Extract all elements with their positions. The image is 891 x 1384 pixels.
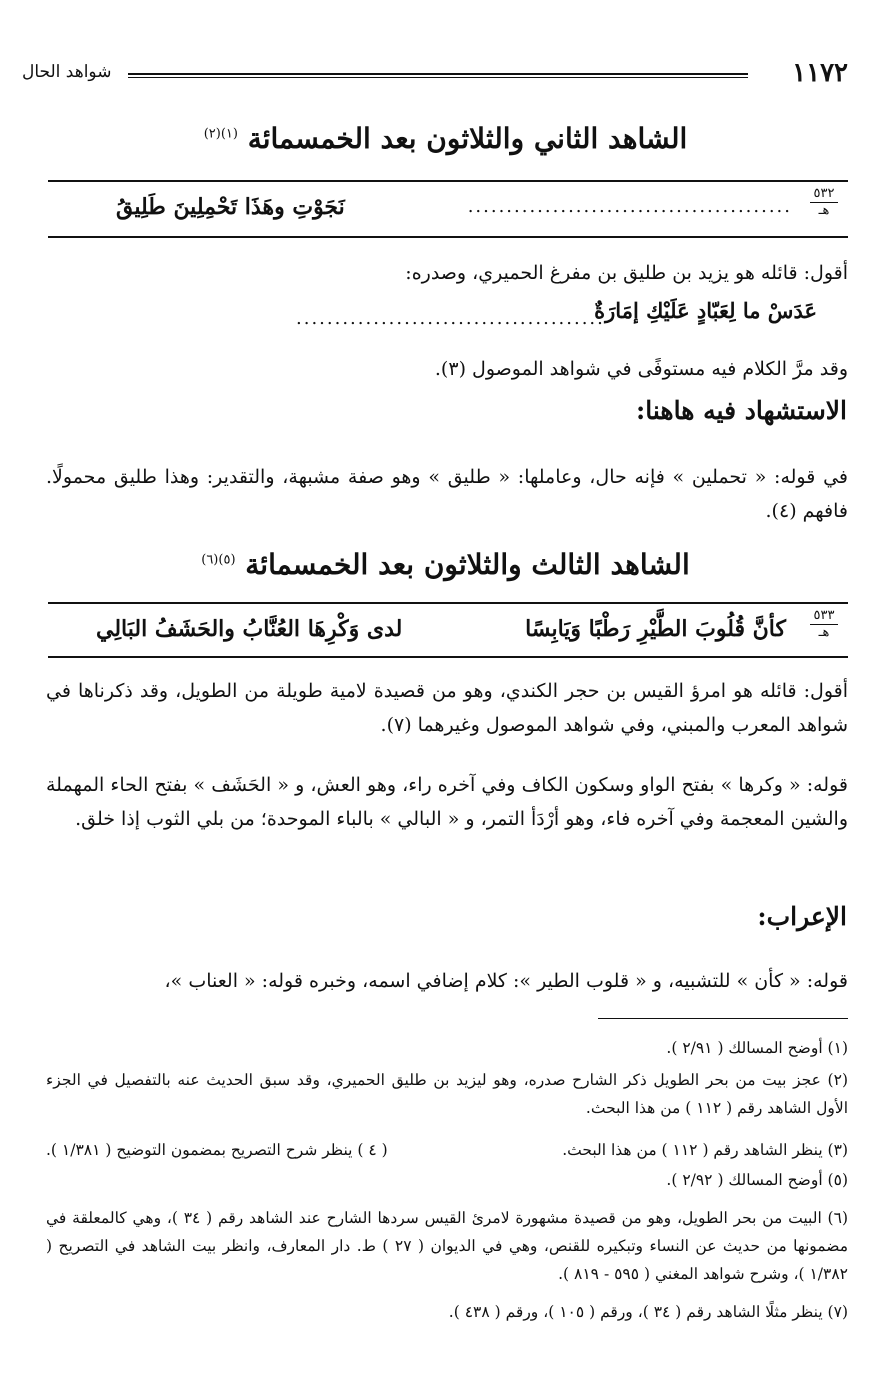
header-rule (128, 73, 748, 78)
footnote-2: (٢) عجز بيت من بحر الطويل ذكر الشارح صدره، وهو ليزيد بن طليق الحميري، وقد سبق الحديث عنه بالتفصيل في الجزء الأول الشاهد رقم ( ١١٢ ) من هذا البحث. (46, 1071, 848, 1117)
section-title: شواهد الحال (22, 62, 112, 82)
verse-hemistich: نَجَوْتِ وهَذَا تَحْمِلِينَ طَلِيقُ (116, 194, 345, 220)
verse-number-533 (804, 608, 844, 640)
footnote-5: (٥) أوضح المسالك ( ٢/٩٢ ). (666, 1171, 848, 1189)
witness-532-title: الشاهد الثاني والثلاثون بعد الخمسمائة (247, 122, 688, 155)
witness-532-para-3: في قوله: « تحملين » فإنه حال، وعاملها: « طليق » وهو صفة مشبهة، والتقدير: وهذا طليق محمولًا. فافهم (٤). (46, 466, 848, 522)
footnote-rule (598, 1018, 848, 1019)
witness-532-subhead: الاستشهاد فيه هاهنا: (636, 396, 847, 425)
footnote-6: (٦) البيت من بحر الطويل، وهو من قصيدة مشهورة لامرئ القيس سردها الشارح عند الشاهد رقم ( ٣٤ )، وهي كالمعلقة في مضمونها من حديث عن النساء وتبكيره للقنص، وهي في الديوان ( ٢٧ ) ط. دار المعارف، وانظر بيت الشاهد في التصريح ( ١/٣٨٢ )، وشرح شواهد المغني ( ٥٩٥ - ٨١٩ ). (46, 1209, 848, 1283)
page-number: ١١٧٢ (792, 58, 848, 88)
verse-box-533 (48, 602, 848, 658)
verse-number-532 (804, 186, 844, 218)
witness-532-heading (0, 122, 891, 155)
witness-532-heading-note: (١)(٢) (203, 126, 238, 142)
witness-532-para-2: وقد مرَّ الكلام فيه مستوفًى في شواهد الموصول (٣). (434, 358, 848, 380)
witness-532-para-1: أقول: قائله هو يزيد بن طليق بن مفرغ الحميري، وصدره: (405, 262, 848, 284)
witness-533-para-2: قوله: « وكرها » بفتح الواو وسكون الكاف وفي آخره راء، وهو العش، و « الحَشَف » بفتح الحاء المهملة والشين المعجمة وفي آخره فاء، وهو أرْدَأ التمر، و « البالي » بالباء الموحدة؛ من بلي الثوب إذا خلق. (46, 774, 848, 830)
witness-533-para-3: قوله: « كأن » للتشبيه، و « قلوب الطير »: كلام إضافي اسمه، وخبره قوله: « العناب »، (164, 970, 848, 992)
verse-dots: .......................................... (467, 196, 792, 217)
footnote-4: ( ٤ ) ينظر شرح التصريح بمضمون التوضيح ( ١/٣٨١ ). (46, 1141, 388, 1159)
verse-number-suffix: هـ (818, 625, 830, 640)
witness-533-heading (0, 548, 891, 581)
verse-number-value: ٥٣٢ (813, 186, 835, 201)
verse-first-half: عَدَسْ ما لِعَبّادٍ عَلَيْكِ إمَارَةٌ (594, 298, 817, 323)
footnote-7: (٧) ينظر مثلًا الشاهد رقم ( ٣٤ )، ورقم ( ١٠٥ )، ورقم ( ٤٣٨ ). (448, 1303, 848, 1321)
witness-533-subhead: الإعراب: (757, 902, 847, 931)
verse-number-value: ٥٣٣ (813, 608, 835, 623)
footnote-1: (١) أوضح المسالك ( ٢/٩١ ). (666, 1039, 848, 1057)
footnote-3: (٣) ينظر الشاهد رقم ( ١١٢ ) من هذا البحث. (562, 1141, 848, 1159)
verse-hemistich-left: لدى وَكْرِهَا العُنَّابُ والحَشَفُ البَالِي (96, 616, 403, 642)
running-header (22, 58, 848, 92)
witness-533-para-1: أقول: قائله هو امرؤ القيس بن حجر الكندي، وهو من قصيدة لامية طويلة من الطويل، وقد ذكرناها في شواهد المعرب والمبني، وفي شواهد الموصول وغيرهما (٧). (46, 680, 848, 736)
verse-box-532 (48, 180, 848, 238)
witness-533-heading-note: (٥)(٦) (201, 552, 236, 568)
verse-first-half-dots: ........................................ (296, 308, 605, 329)
witness-533-title: الشاهد الثالث والثلاثون بعد الخمسمائة (245, 548, 690, 581)
verse-number-suffix: هـ (818, 203, 830, 218)
verse-hemistich-right: كأنَّ قُلُوبَ الطَّيْرِ رَطْبًا وَيَابِسًا (525, 616, 786, 642)
